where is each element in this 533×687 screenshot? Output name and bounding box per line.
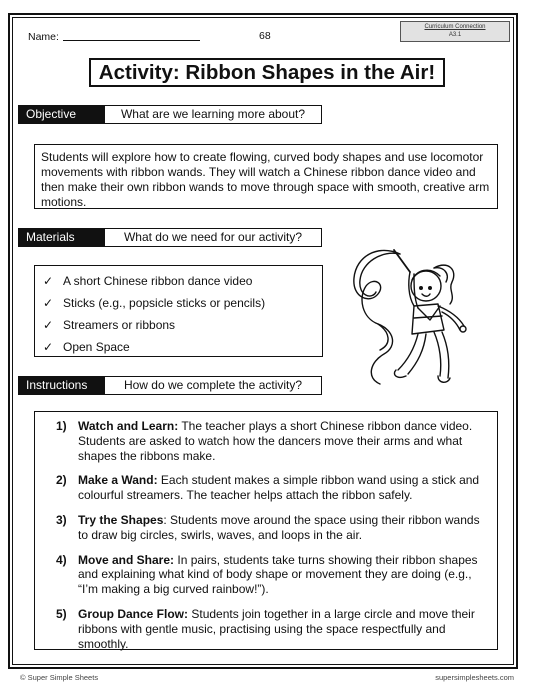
check-icon: ✓ <box>43 318 54 332</box>
materials-question: What do we need for our activity? <box>104 228 322 247</box>
check-icon: ✓ <box>43 340 54 354</box>
name-line[interactable] <box>63 30 200 41</box>
materials-box <box>34 265 323 357</box>
instructions-list <box>35 412 497 651</box>
objective-question: What are we learning more about? <box>104 105 322 124</box>
curriculum-code: A3.1 <box>448 31 462 38</box>
list-item: 2) Make a Wand: Each student makes a simple ribbon wand using a stick and colourful streamers. The teacher helps attach the ribbon safely. <box>56 473 480 503</box>
name-field[interactable] <box>28 30 200 43</box>
list-item: ✓ Open Space <box>43 340 130 354</box>
objective-tab: Objective <box>18 105 104 124</box>
list-item: 5) Group Dance Flow: Students join together in a large circle and move their ribbons with gentle music, practising using the space respectfully and smoothly. <box>56 606 475 651</box>
list-item: ✓ A short Chinese ribbon dance video <box>43 274 253 288</box>
curriculum-connection-box <box>400 21 510 42</box>
list-item: ✓ Streamers or ribbons <box>43 318 176 332</box>
ribbon-dancer-illustration <box>348 246 468 394</box>
list-item: 3) Try the Shapes: Students move around the space using their ribbon wands to draw big circles, swirls, waves, and loops in the air. <box>56 512 480 542</box>
check-icon: ✓ <box>43 274 54 288</box>
page-number: 68 <box>259 30 271 42</box>
objective-text: Students will explore how to create flowing, curved body shapes and use locomotor movements with ribbon wands. They will watch a Chinese ribbon dance video and then make their own ribbon wands to move through space with smooth, creative arm motions. <box>34 144 498 209</box>
instructions-tab: Instructions <box>18 376 104 395</box>
footer-copyright: © Super Simple Sheets <box>20 673 99 682</box>
curriculum-title: Curriculum Connection <box>424 24 486 30</box>
check-icon: ✓ <box>43 296 54 310</box>
instructions-box <box>34 411 498 650</box>
materials-tab: Materials <box>18 228 104 247</box>
page-title: Activity: Ribbon Shapes in the Air! <box>89 58 445 87</box>
list-item: 4) Move and Share: In pairs, students take turns showing their ribbon shapes and explaining what kind of body shape or movement they are doing (e.g., “I’m making a big curved rainbow!”). <box>56 552 478 597</box>
list-item: 1) Watch and Learn: The teacher plays a short Chinese ribbon dance video. Students are asked to watch how the dancers move their arms and what shapes the ribbons make. <box>56 419 473 463</box>
list-item: ✓ Sticks (e.g., popsicle sticks or pencils) <box>43 296 266 310</box>
name-label: Name: <box>28 31 59 43</box>
materials-list <box>35 266 322 361</box>
footer-website[interactable]: supersimplesheets.com <box>435 673 514 682</box>
instructions-question: How do we complete the activity? <box>104 376 322 395</box>
